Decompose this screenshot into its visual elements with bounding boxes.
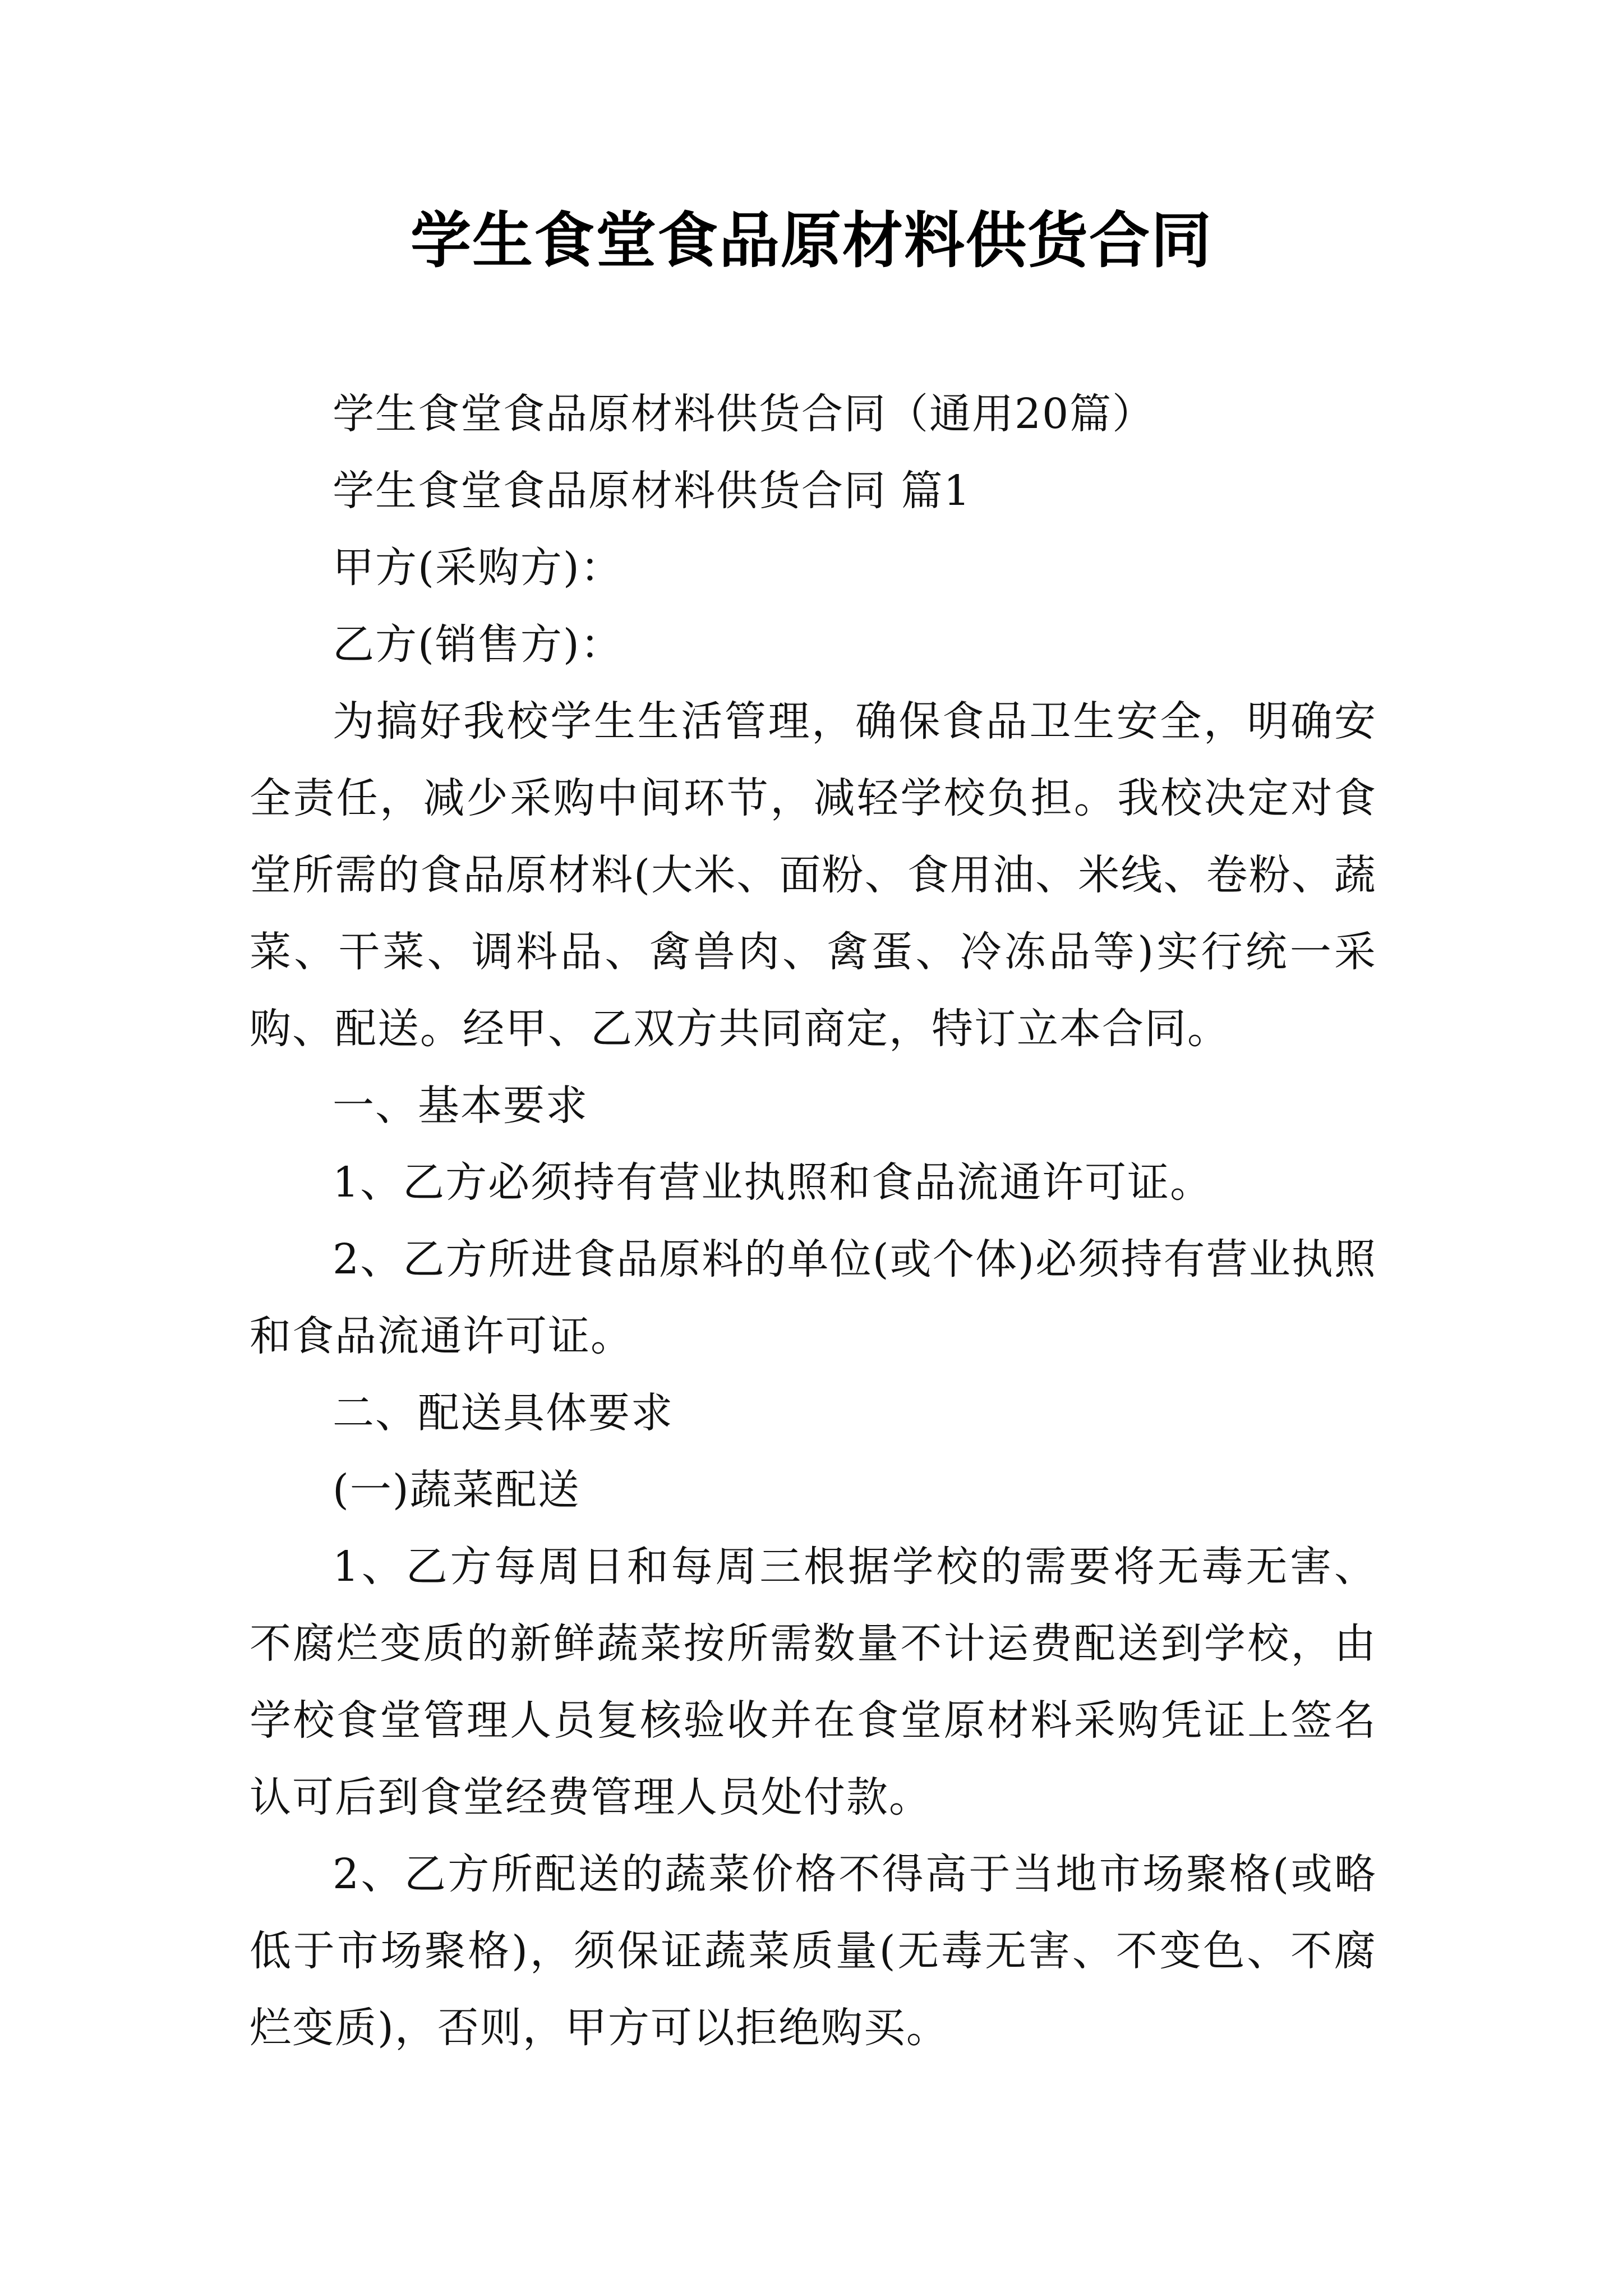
delivery-item-1: 1、乙方每周日和每周三根据学校的需要将无毒无害、不腐烂变质的新鲜蔬菜按所需数量不计运费配送到学校，由学校食堂管理人员复核验收并在食堂原材料采购凭证上签名认可后到食堂经费管理人员处付款。: [250, 1543, 1377, 1821]
heading-delivery-requirements: 二、配送具体要求: [333, 1389, 674, 1437]
section-heading-paragraph: 学生食堂食品原材料供货合同 篇1: [333, 467, 971, 515]
document-body: [250, 376, 1377, 2067]
document-title: 学生食堂食品原材料供货合同: [410, 206, 1212, 276]
subtitle-paragraph: 学生食堂食品原材料供货合同（通用20篇）: [333, 390, 1155, 438]
heading-basic-requirements: 一、基本要求: [333, 1082, 588, 1130]
preamble-paragraph: 为搞好我校学生生活管理，确保食品卫生安全，明确安全责任，减少采购中间环节，减轻学校负担。我校决定对食堂所需的食品原材料(大米、面粉、食用油、米线、卷粉、蔬菜、干菜、调料品、禽兽肉、禽蛋、冷冻品等)实行统一采购、配送。经甲、乙双方共同商定，特订立本合同。: [250, 697, 1377, 1053]
party-b-line: 乙方(销售方)：: [333, 620, 623, 669]
requirement-item-1: 1、乙方必须持有营业执照和食品流通许可证。: [333, 1158, 1213, 1207]
requirement-item-2: 2、乙方所进食品原料的单位(或个体)必须持有营业执照和食品流通许可证。: [250, 1235, 1377, 1360]
delivery-item-2: 2、乙方所配送的蔬菜价格不得高于当地市场聚格(或略低于市场聚格)，须保证蔬菜质量(无毒无害、不变色、不腐烂变质)，否则，甲方可以拒绝购买。: [250, 1850, 1377, 2052]
subheading-vegetable-delivery: (一)蔬菜配送: [333, 1466, 580, 1514]
party-a-line: 甲方(采购方)：: [333, 544, 623, 592]
